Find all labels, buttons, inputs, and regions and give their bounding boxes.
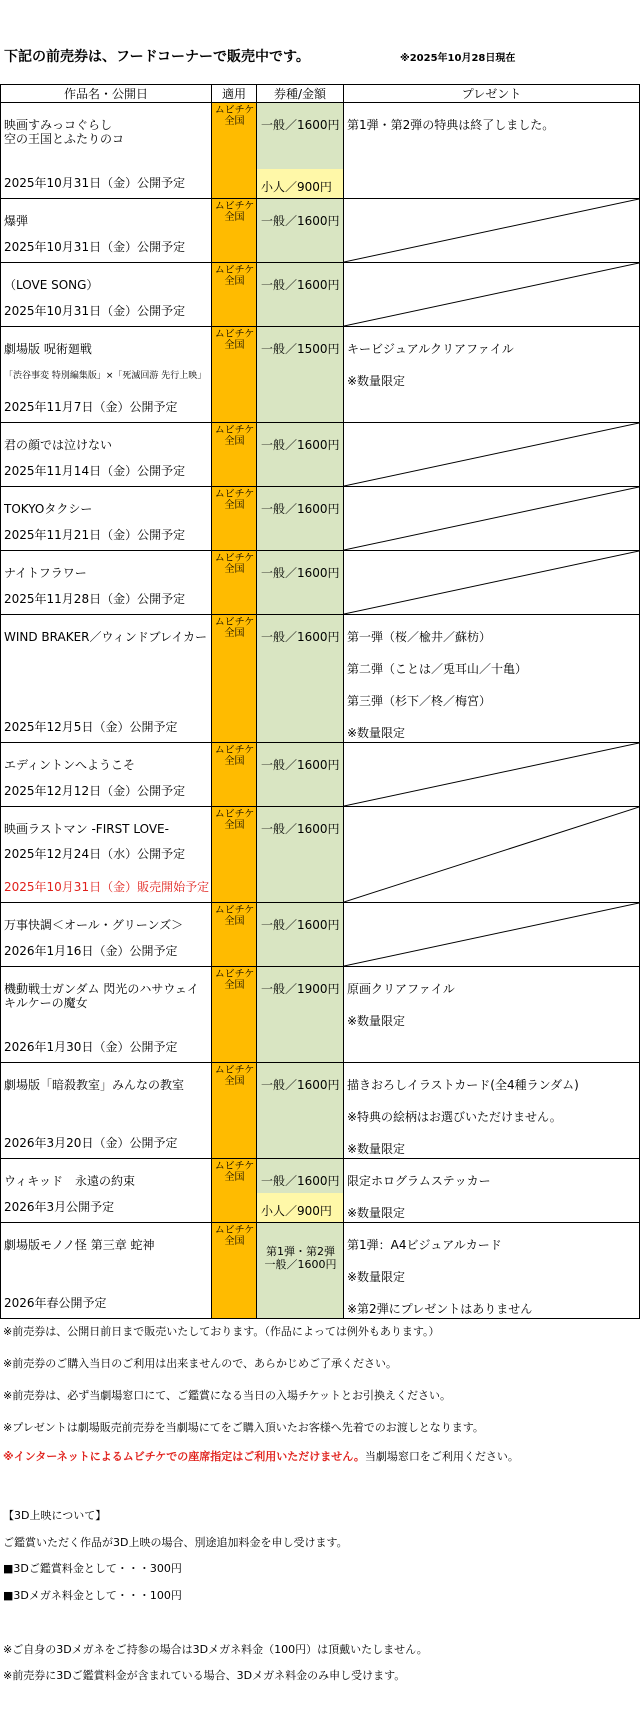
movie-title: 映画ラストマン -FIRST LOVE- (4, 822, 169, 836)
release-date: 2025年11月14日（金）公開予定 (4, 464, 186, 478)
venue-label: ムビチケ (214, 969, 255, 980)
release-date: 2026年1月30日（金）公開予定 (4, 1040, 178, 1054)
present-item: 第1弾・第2弾の特典は終了しました。 (347, 118, 555, 132)
release-date: 2026年3月公開予定 (4, 1200, 115, 1214)
venue-cell (212, 743, 257, 807)
child-price: 小人／900円 (261, 1204, 332, 1218)
present-item: ※数量限定 (347, 1142, 406, 1156)
venue-label: ムビチケ (214, 489, 255, 500)
general-price: 一般／1600円 (264, 1258, 337, 1271)
threed-note: ※前売券に3Dご鑑賞料金が含まれている場合、3Dメガネ料金のみ申し受けます。 (3, 1669, 406, 1682)
venue-label: ムビチケ (214, 105, 255, 116)
present-cell (344, 103, 640, 199)
present-cell (344, 263, 640, 327)
table-row (1, 807, 640, 903)
threed-fee: ■3Dメガネ料金として・・・100円 (3, 1589, 182, 1602)
venue-label: ムビチケ (214, 745, 255, 756)
no-present-strike (344, 903, 639, 966)
present-item: ※数量限定 (347, 726, 406, 740)
present-cell (344, 1159, 640, 1223)
present-cell (344, 199, 640, 263)
table-row (1, 743, 640, 807)
present-item: ※数量限定 (347, 374, 406, 388)
table-header-row (1, 85, 640, 103)
movie-cell (1, 551, 212, 615)
diagonal-line (344, 199, 639, 262)
venue-label: ムビチケ (214, 1225, 255, 1236)
venue-scope: 全国 (224, 1076, 245, 1087)
movie-cell (1, 1159, 212, 1223)
movie-title: キルケーの魔女 (4, 996, 88, 1010)
movie-cell (1, 1223, 212, 1319)
table-row (1, 615, 640, 743)
venue-cell (212, 263, 257, 327)
venue-cell (212, 1223, 257, 1319)
as-of-date: ※2025年10月28日現在 (400, 53, 516, 64)
present-item: ※数量限定 (347, 1270, 406, 1284)
header-present: プレゼント (344, 85, 640, 103)
no-present-strike (344, 199, 639, 262)
movie-subtitle: 「渋谷事変 特別編集版」×「死滅回游 先行上映」 (4, 371, 207, 381)
present-cell (344, 615, 640, 743)
price-cell (257, 487, 344, 551)
price-cell (257, 199, 344, 263)
general-price: 第1弾・第2弾 (266, 1245, 335, 1258)
movie-title: 映画すみっコぐらし (4, 118, 113, 132)
no-present-strike (344, 551, 639, 614)
venue-label: ムビチケ (214, 553, 255, 564)
movie-title: ナイトフラワー (4, 566, 87, 580)
note-line: ※前売券は、必ず当劇場窓口にて、ご鑑賞になる当日の入場チケットとお引換えください。 (3, 1389, 452, 1402)
table-row (1, 1159, 640, 1223)
price-cell (257, 615, 344, 743)
present-item: ※特典の絵柄はお選びいただけません。 (347, 1110, 562, 1124)
present-item: ※数量限定 (347, 1014, 406, 1028)
movie-title: 君の顔では泣けない (4, 438, 113, 452)
release-date: 2026年1月16日（金）公開予定 (4, 944, 178, 958)
venue-label: ムビチケ (214, 201, 255, 212)
present-cell (344, 967, 640, 1063)
venue-scope: 全国 (224, 916, 245, 927)
release-date: 2025年11月28日（金）公開予定 (4, 592, 186, 606)
price-cell (257, 903, 344, 967)
venue-label: ムビチケ (214, 905, 255, 916)
venue-label: ムビチケ (214, 425, 255, 436)
table-row (1, 1223, 640, 1319)
no-present-strike (344, 743, 639, 806)
movie-cell (1, 199, 212, 263)
venue-label: ムビチケ (214, 809, 255, 820)
no-present-strike (344, 807, 639, 902)
internet-note-guidance: 当劇場窓口をご利用ください。 (364, 1450, 519, 1463)
price-cell (257, 103, 344, 199)
movie-cell (1, 615, 212, 743)
venue-cell (212, 903, 257, 967)
present-item: 原画クリアファイル (347, 982, 455, 996)
venue-label: ムビチケ (214, 329, 255, 340)
no-present-strike (344, 423, 639, 486)
movie-title: 爆弾 (4, 214, 29, 228)
general-price: 一般／1600円 (261, 438, 340, 452)
general-price: 一般／1600円 (261, 630, 340, 644)
threed-fee: ■3Dご鑑賞料金として・・・300円 (3, 1562, 182, 1575)
venue-scope: 全国 (224, 564, 245, 575)
general-price: 一般／1600円 (261, 822, 340, 836)
venue-label: ムビチケ (214, 265, 255, 276)
advance-ticket-table (0, 84, 640, 1319)
threed-note: ※ご自身の3Dメガネをご持参の場合は3Dメガネ料金（100円）は頂戴いたしません。 (3, 1643, 428, 1656)
note-line: ※プレゼントは劇場販売前売券を当劇場にてをご購入頂いたお客様へ先着でのお渡しとなります。 (3, 1421, 484, 1434)
note-line: ※前売券のご購入当日のご利用は出来ませんので、あらかじめご了承ください。 (3, 1357, 397, 1370)
movie-title: 劇場版モノノ怪 第三章 蛇神 (4, 1238, 155, 1252)
venue-cell (212, 103, 257, 199)
present-cell (344, 743, 640, 807)
movie-cell (1, 743, 212, 807)
present-cell (344, 807, 640, 903)
release-date: 2025年12月12日（金）公開予定 (4, 784, 186, 798)
movie-cell (1, 103, 212, 199)
present-cell (344, 1063, 640, 1159)
threed-intro: ご鑑賞いただく作品が3D上映の場合、別途追加料金を申し受けます。 (3, 1536, 348, 1549)
venue-cell (212, 487, 257, 551)
general-price: 一般／1600円 (261, 1078, 340, 1092)
general-price: 一般／1600円 (261, 118, 340, 132)
internet-note (3, 1448, 519, 1464)
venue-cell (212, 423, 257, 487)
movie-title: 空の王国とふたりのコ (4, 132, 125, 146)
price-cell (257, 327, 344, 423)
movie-title: （LOVE SONG） (4, 278, 99, 292)
present-item: 第一弾（桜／楡井／蘇枋） (347, 630, 492, 644)
release-date: 2026年春公開予定 (4, 1296, 107, 1310)
movie-title: 劇場版「暗殺教室」みんなの教室 (4, 1078, 185, 1092)
release-date: 2025年10月31日（金）公開予定 (4, 240, 186, 254)
movie-cell (1, 967, 212, 1063)
movie-title: 機動戦士ガンダム 閃光のハサウェイ (4, 982, 199, 996)
price-cell (257, 551, 344, 615)
table-row (1, 423, 640, 487)
venue-scope: 全国 (224, 1236, 245, 1247)
present-item: 第三弾（杉下／柊／梅宮） (347, 694, 492, 708)
present-item: 第1弾：A4ビジュアルカード (347, 1238, 502, 1252)
diagonal-line (344, 743, 639, 806)
header-price: 券種/金額 (257, 85, 344, 103)
child-price-box (257, 169, 344, 199)
sale-start-note: 2025年10月31日（金）販売開始予定 (4, 880, 210, 894)
venue-scope: 全国 (224, 756, 245, 767)
price-cell (257, 1159, 344, 1223)
child-price: 小人／900円 (261, 180, 332, 194)
movie-cell (1, 903, 212, 967)
table-row (1, 327, 640, 423)
table-row (1, 263, 640, 327)
table-row (1, 1063, 640, 1159)
internet-note-warning: ※インターネットによるムビチケでの座席指定はご利用いただけません。 (3, 1450, 365, 1463)
table-row (1, 199, 640, 263)
release-date: 2025年12月5日（金）公開予定 (4, 720, 178, 734)
present-cell (344, 327, 640, 423)
diagonal-line (344, 423, 639, 486)
release-date: 2025年11月21日（金）公開予定 (4, 528, 186, 542)
venue-cell (212, 615, 257, 743)
venue-cell (212, 551, 257, 615)
diagonal-line (344, 807, 639, 902)
price-cell (257, 423, 344, 487)
general-price: 一般／1600円 (261, 918, 340, 932)
table-row (1, 551, 640, 615)
table-row (1, 487, 640, 551)
table-row (1, 103, 640, 199)
movie-title: 劇場版 呪術廻戦 (4, 342, 92, 356)
venue-cell (212, 327, 257, 423)
venue-scope: 全国 (224, 820, 245, 831)
movie-title: ウィキッド 永遠の約束 (4, 1174, 136, 1188)
venue-label: ムビチケ (214, 1065, 255, 1076)
price-cell (257, 1063, 344, 1159)
general-price: 一般／1900円 (261, 982, 340, 996)
venue-scope: 全国 (224, 116, 245, 127)
present-item: 描きおろしイラストカード(全4種ランダム) (347, 1078, 579, 1092)
movie-cell (1, 327, 212, 423)
venue-scope: 全国 (224, 340, 245, 351)
page-header (0, 46, 640, 68)
release-date: 2025年10月31日（金）公開予定 (4, 176, 186, 190)
general-price: 一般／1600円 (261, 566, 340, 580)
venue-scope: 全国 (224, 1172, 245, 1183)
price-cell (257, 263, 344, 327)
venue-cell (212, 1063, 257, 1159)
price-cell (257, 807, 344, 903)
diagonal-line (344, 551, 639, 614)
page-title: 下記の前売券は、フードコーナーで販売中です。 (4, 49, 310, 65)
venue-scope: 全国 (224, 500, 245, 511)
general-price: 一般／1500円 (261, 342, 340, 356)
present-cell (344, 423, 640, 487)
movie-cell (1, 487, 212, 551)
movie-title: TOKYOタクシー (4, 502, 93, 516)
present-item: 限定ホログラムステッカー (347, 1174, 491, 1188)
table-row (1, 967, 640, 1063)
release-date: 2025年11月7日（金）公開予定 (4, 400, 178, 414)
venue-label: ムビチケ (214, 1161, 255, 1172)
price-cell (257, 967, 344, 1063)
threed-heading: 【3D上映について】 (3, 1509, 107, 1522)
price-cell (257, 743, 344, 807)
child-price-box (257, 1193, 344, 1223)
venue-cell (212, 967, 257, 1063)
venue-scope: 全国 (224, 980, 245, 991)
general-price: 一般／1600円 (261, 214, 340, 228)
venue-label: ムビチケ (214, 617, 255, 628)
venue-scope: 全国 (224, 436, 245, 447)
venue-cell (212, 807, 257, 903)
venue-scope: 全国 (224, 628, 245, 639)
header-venue: 適用 (212, 85, 257, 103)
diagonal-line (344, 263, 639, 326)
general-price: 一般／1600円 (261, 758, 340, 772)
present-cell (344, 551, 640, 615)
venue-cell (212, 1159, 257, 1223)
movie-title: エディントンへようこそ (4, 758, 136, 772)
diagonal-line (344, 487, 639, 550)
movie-cell (1, 423, 212, 487)
venue-cell (212, 199, 257, 263)
note-line: ※前売券は、公開日前日まで販売いたしております。（作品によっては例外もあります。） (3, 1325, 440, 1338)
release-date: 2026年3月20日（金）公開予定 (4, 1136, 178, 1150)
header-title-date: 作品名・公開日 (1, 85, 212, 103)
venue-scope: 全国 (224, 276, 245, 287)
table-row (1, 903, 640, 967)
release-date: 2025年12月24日（水）公開予定 (4, 847, 186, 861)
movie-cell (1, 263, 212, 327)
present-item: ※第2弾にプレゼントはありません (347, 1302, 533, 1316)
no-present-strike (344, 487, 639, 550)
venue-scope: 全国 (224, 212, 245, 223)
general-price: 一般／1600円 (261, 502, 340, 516)
present-cell (344, 1223, 640, 1319)
movie-title: WIND BRAKER／ウィンドブレイカー (4, 630, 207, 644)
movie-cell (1, 807, 212, 903)
present-item: ※数量限定 (347, 1206, 406, 1220)
price-cell (257, 1223, 344, 1319)
release-date: 2025年10月31日（金）公開予定 (4, 304, 186, 318)
movie-title: 万事快調＜オール・グリーンズ＞ (4, 918, 184, 932)
present-cell (344, 487, 640, 551)
no-present-strike (344, 263, 639, 326)
general-price: 一般／1600円 (261, 1174, 340, 1188)
present-cell (344, 903, 640, 967)
movie-cell (1, 1063, 212, 1159)
present-item: 第二弾（ことは／兎耳山／十亀） (347, 662, 528, 676)
general-price: 一般／1600円 (261, 278, 340, 292)
diagonal-line (344, 903, 639, 966)
present-item: キービジュアルクリアファイル (347, 342, 514, 356)
